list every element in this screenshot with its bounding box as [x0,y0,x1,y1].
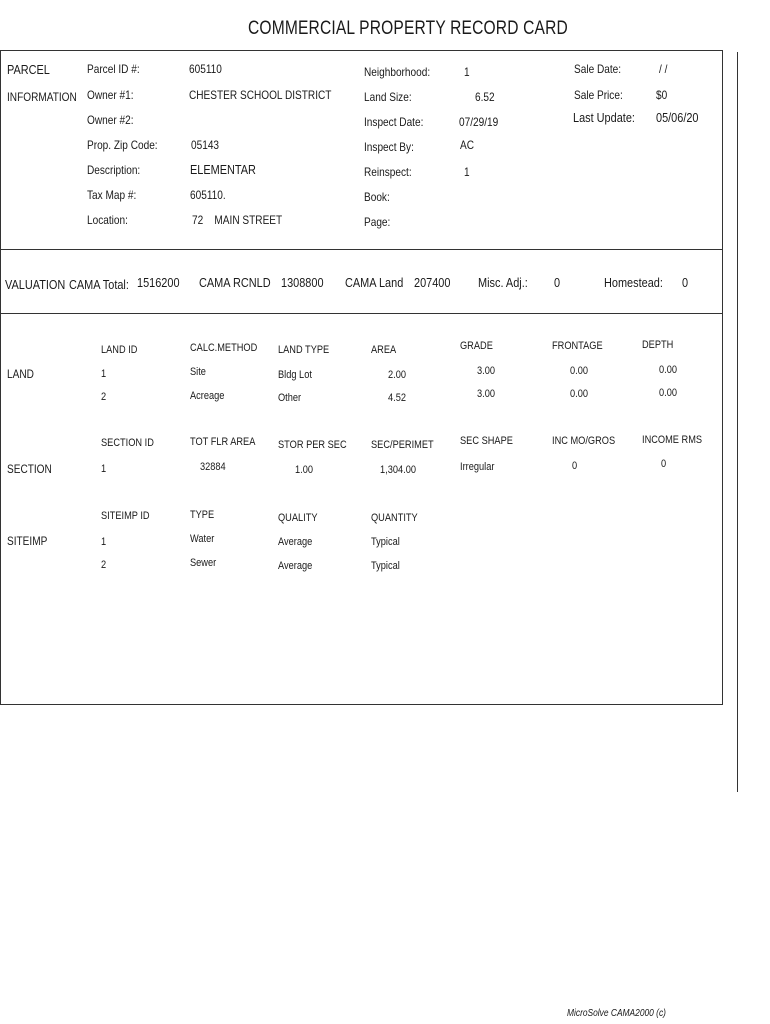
last-update-label: Last Update: [573,110,635,125]
siteimp-cell-id: 2 [101,559,107,571]
owner1-label: Owner #1: [87,88,134,102]
location-value: 72 MAIN STREET [192,213,283,227]
land-cell-frontage: 0.00 [570,365,588,377]
section-header-section-id: SECTION ID [101,437,154,449]
section-cell-income-rms: 0 [661,458,667,470]
section-cell-stor-per-sec: 1.00 [295,464,313,476]
description-value: ELEMENTAR [190,162,256,177]
siteimp-header-siteimp-id: SITEIMP ID [101,510,150,522]
location-label: Location: [87,213,128,227]
tax-map-value: 605110. [190,188,226,202]
page-label: Page: [364,215,391,229]
reinspect-label: Reinspect: [364,165,412,179]
land-cell-calc-method: Acreage [190,390,225,402]
parcel-id-value: 605110 [189,62,222,76]
parcel-section-label: PARCEL [7,62,50,77]
siteimp-cell-id: 1 [101,536,107,548]
cama-land-value: 207400 [414,275,451,290]
land-cell-calc-method: Site [190,366,206,378]
homestead-value: 0 [682,275,689,290]
misc-adj-label: Misc. Adj.: [478,275,528,290]
section-header-inc-mo-gros: INC MO/GROS [552,435,616,447]
land-cell-id: 1 [101,368,107,380]
divider-valuation-land [0,313,723,314]
siteimp-header-quantity: QUANTITY [371,512,418,524]
land-cell-area: 2.00 [388,369,406,381]
cama-rcnld-value: 1308800 [281,275,324,290]
land-size-value: 6.52 [475,90,495,104]
neighborhood-value: 1 [464,65,470,79]
inspect-date-label: Inspect Date: [364,115,424,129]
cama-total-value: 1516200 [137,275,180,290]
last-update-value: 05/06/20 [656,110,699,125]
section-cell-id: 1 [101,463,107,475]
misc-adj-value: 0 [554,275,561,290]
section-cell-inc-mo-gros: 0 [572,460,578,472]
land-cell-area: 4.52 [388,392,406,404]
neighborhood-label: Neighborhood: [364,65,431,79]
land-cell-depth: 0.00 [659,387,677,399]
land-cell-land-type: Bldg Lot [278,369,312,381]
section-header-tot-flr-area: TOT FLR AREA [190,436,256,448]
valuation-section-label: VALUATION [5,277,66,292]
section-header-income-rms: INCOME RMS [642,434,703,446]
homestead-label: Homestead: [604,275,663,290]
siteimp-cell-type: Sewer [190,557,217,569]
reinspect-value: 1 [464,165,470,179]
owner2-label: Owner #2: [87,113,134,127]
siteimp-cell-quality: Average [278,536,313,548]
footer-credit: MicroSolve CAMA2000 (c) [567,1008,666,1019]
land-cell-frontage: 0.00 [570,388,588,400]
cama-total-label: CAMA Total: [69,277,129,292]
section-header-sec-perimet: SEC/PERIMET [371,439,434,451]
land-cell-grade: 3.00 [477,388,495,400]
land-header-land-type: LAND TYPE [278,344,330,356]
land-header-depth: DEPTH [642,339,674,351]
land-header-calc-method: CALC.METHOD [190,342,258,354]
book-label: Book: [364,190,390,204]
land-header-area: AREA [371,344,397,356]
section-cell-sec-shape: Irregular [460,461,495,473]
zip-value: 05143 [191,138,220,152]
owner1-value: CHESTER SCHOOL DISTRICT [189,88,332,102]
divider-parcel-valuation [0,249,723,250]
right-margin-line [737,52,738,792]
inspect-date-value: 07/29/19 [459,115,499,129]
siteimp-section-label: SITEIMP [7,534,48,548]
inspect-by-value: AC [460,138,475,152]
inspect-by-label: Inspect By: [364,140,414,154]
section-header-sec-shape: SEC SHAPE [460,435,513,447]
tax-map-label: Tax Map #: [87,188,137,202]
land-size-label: Land Size: [364,90,412,104]
section-header-stor-per-sec: STOR PER SEC [278,439,347,451]
sale-price-value: $0 [656,88,668,102]
land-header-land-id: LAND ID [101,344,138,356]
siteimp-header-quality: QUALITY [278,512,318,524]
section-cell-sec-perimet: 1,304.00 [380,464,416,476]
section-section-label: SECTION [7,462,52,476]
siteimp-header-type: TYPE [190,509,215,521]
siteimp-cell-quality: Average [278,560,313,572]
zip-label: Prop. Zip Code: [87,138,158,152]
land-section-label: LAND [7,367,34,381]
sale-date-value: / / [659,62,668,76]
section-cell-tot-flr-area: 32884 [200,461,226,473]
siteimp-cell-quantity: Typical [371,560,400,572]
land-cell-grade: 3.00 [477,365,495,377]
sale-price-label: Sale Price: [574,88,623,102]
cama-land-label: CAMA Land [345,275,404,290]
information-section-label: INFORMATION [7,90,77,104]
land-cell-land-type: Other [278,392,302,404]
siteimp-cell-type: Water [190,533,215,545]
page-title: COMMERCIAL PROPERTY RECORD CARD [248,18,568,39]
cama-rcnld-label: CAMA RCNLD [199,275,271,290]
land-cell-depth: 0.00 [659,364,677,376]
parcel-id-label: Parcel ID #: [87,62,140,76]
description-label: Description: [87,163,141,177]
land-header-grade: GRADE [460,340,493,352]
sale-date-label: Sale Date: [574,62,622,76]
land-cell-id: 2 [101,391,107,403]
siteimp-cell-quantity: Typical [371,536,400,548]
land-header-frontage: FRONTAGE [552,340,603,352]
